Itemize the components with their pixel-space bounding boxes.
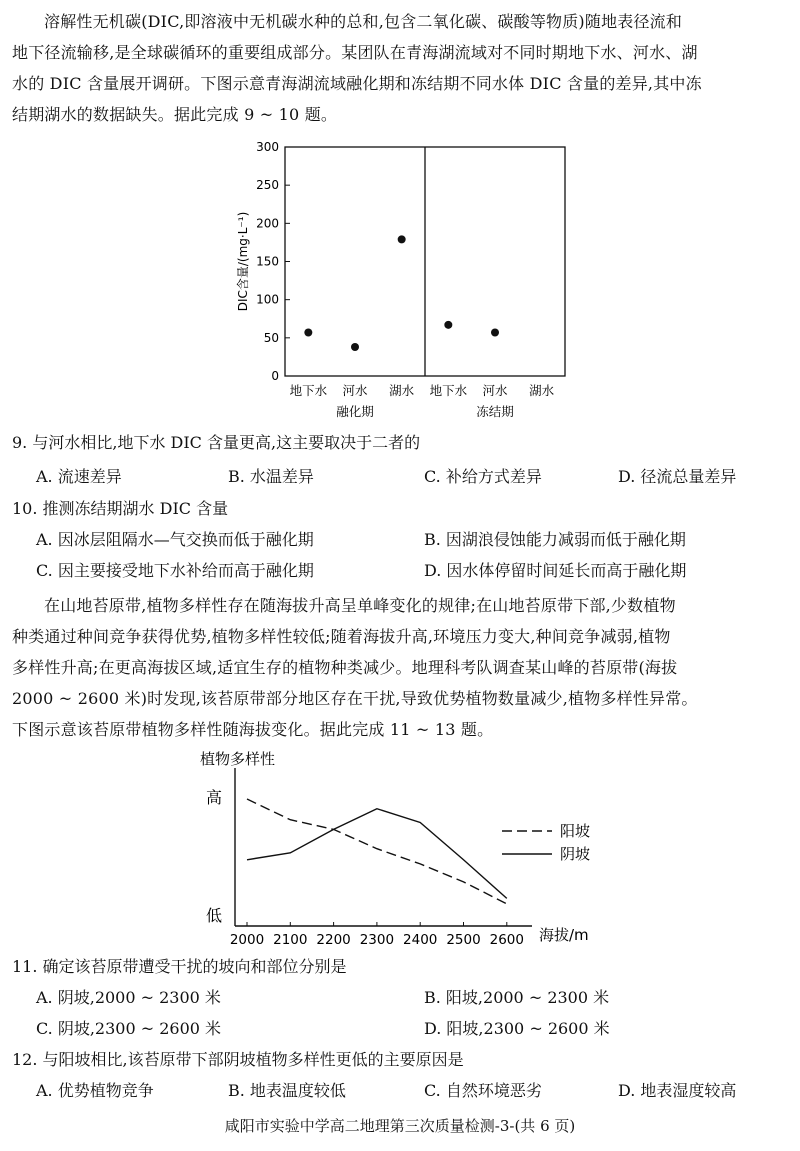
passage-2-line: 下图示意该苔原带植物多样性随海拔变化。据此完成 11 ~ 13 题。 (12, 720, 494, 739)
y-tick-low: 低 (206, 906, 223, 925)
q9-option-b[interactable]: B. 水温差异 (228, 467, 314, 486)
x-category-label: 河水 (482, 383, 508, 398)
diversity-chart (190, 746, 630, 948)
q11-option-c[interactable]: C. 阴坡,2300 ~ 2600 米 (36, 1019, 222, 1038)
data-point (398, 235, 406, 243)
q9-option-a[interactable]: A. 流速差异 (36, 467, 122, 486)
period-label: 融化期 (336, 404, 374, 419)
series-line-sunny-slope (247, 799, 507, 904)
q10-option-a[interactable]: A. 因冰层阻隔水—气交换而低于融化期 (36, 530, 314, 549)
y-tick-label: 100 (256, 292, 279, 307)
q12-option-c[interactable]: C. 自然环境恶劣 (424, 1081, 542, 1100)
question-9-stem: 9. 与河水相比,地下水 DIC 含量更高,这主要取决于二者的 (12, 433, 421, 452)
y-axis-title: 植物多样性 (200, 750, 276, 768)
q12-option-a[interactable]: A. 优势植物竞争 (36, 1081, 154, 1100)
question-10-stem: 10. 推测冻结期湖水 DIC 含量 (12, 499, 229, 518)
passage-1-line: 水的 DIC 含量展开调研。下图示意青海湖流域融化期和冻结期不同水体 DIC 含量的差异,其中冻 (12, 74, 702, 93)
passage-2-line: 多样性升高;在更高海拔区域,适宜生存的植物种类减少。地理科考队调查某山峰的苔原带(海拔 (12, 658, 678, 677)
q11-option-d[interactable]: D. 阳坡,2300 ~ 2600 米 (424, 1019, 610, 1038)
y-tick-label: 300 (256, 140, 279, 154)
x-tick-label: 2300 (359, 932, 395, 948)
q11-option-b[interactable]: B. 阳坡,2000 ~ 2300 米 (424, 988, 610, 1007)
series-line-shady-slope (247, 809, 507, 899)
x-tick-label: 2100 (273, 932, 308, 948)
data-point (491, 328, 499, 336)
y-tick-label: 150 (256, 254, 279, 269)
q9-option-c[interactable]: C. 补给方式差异 (424, 467, 542, 486)
y-tick-label: 50 (263, 330, 279, 345)
period-label: 冻结期 (476, 404, 514, 419)
legend-label: 阴坡 (560, 845, 591, 863)
dic-chart (225, 135, 585, 430)
x-axis-title: 海拔/m (539, 926, 589, 944)
passage-1-line: 地下径流输移,是全球碳循环的重要组成部分。某团队在青海湖流域对不同时期地下水、河水、湖 (12, 43, 698, 62)
q10-option-b[interactable]: B. 因湖浪侵蚀能力减弱而低于融化期 (424, 530, 686, 549)
q11-option-a[interactable]: A. 阴坡,2000 ~ 2300 米 (36, 988, 221, 1007)
passage-1-line: 结期湖水的数据缺失。据此完成 9 ~ 10 题。 (12, 105, 338, 124)
passage-2-line: 2000 ~ 2600 米)时发现,该苔原带部分地区存在干扰,导致优势植物数量减少,植物多样性异常。 (12, 689, 698, 708)
y-tick-high: 高 (206, 788, 223, 807)
question-12-stem: 12. 与阳坡相比,该苔原带下部阴坡植物多样性更低的主要原因是 (12, 1050, 464, 1069)
passage-1 (12, 6, 786, 130)
legend-label: 阳坡 (560, 822, 591, 840)
passage-2-line: 在山地苔原带,植物多样性存在随海拔升高呈单峰变化的规律;在山地苔原带下部,少数植物 (44, 596, 676, 615)
x-category-label: 湖水 (529, 383, 555, 398)
data-point (444, 321, 452, 329)
x-category-label: 湖水 (389, 383, 415, 398)
data-point (351, 343, 359, 351)
x-tick-label: 2400 (403, 932, 438, 948)
passage-2-line: 种类通过种间竞争获得优势,植物多样性较低;随着海拔升高,环境压力变大,种间竞争减弱,植物 (12, 627, 671, 646)
y-tick-label: 250 (256, 178, 279, 193)
q12-option-d[interactable]: D. 地表湿度较高 (618, 1081, 737, 1100)
x-tick-label: 2600 (489, 932, 524, 948)
y-tick-label: 200 (256, 216, 279, 231)
x-category-label: 地下水 (429, 383, 468, 398)
page-footer: 咸阳市实验中学高二地理第三次质量检测-3-(共 6 页) (224, 1117, 576, 1135)
x-tick-label: 2000 (229, 932, 265, 948)
y-tick-label: 0 (271, 369, 279, 383)
q9-option-d[interactable]: D. 径流总量差异 (618, 467, 737, 486)
x-category-label: 地下水 (289, 383, 328, 398)
x-category-label: 河水 (342, 383, 368, 398)
data-point (304, 328, 312, 336)
passage-1-line: 溶解性无机碳(DIC,即溶液中无机碳水种的总和,包含二氧化碳、碳酸等物质)随地表径流和 (44, 12, 683, 31)
question-11-stem: 11. 确定该苔原带遭受干扰的坡向和部位分别是 (12, 957, 347, 976)
passage-2 (12, 590, 786, 745)
q10-option-d[interactable]: D. 因水体停留时间延长而高于融化期 (424, 561, 687, 580)
q12-option-b[interactable]: B. 地表温度较低 (228, 1081, 346, 1100)
x-tick-label: 2500 (446, 932, 481, 948)
q10-option-c[interactable]: C. 因主要接受地下水补给而高于融化期 (36, 561, 314, 580)
x-tick-label: 2200 (316, 932, 351, 948)
y-axis-label: DIC含量/(mg·L⁻¹) (236, 211, 250, 312)
